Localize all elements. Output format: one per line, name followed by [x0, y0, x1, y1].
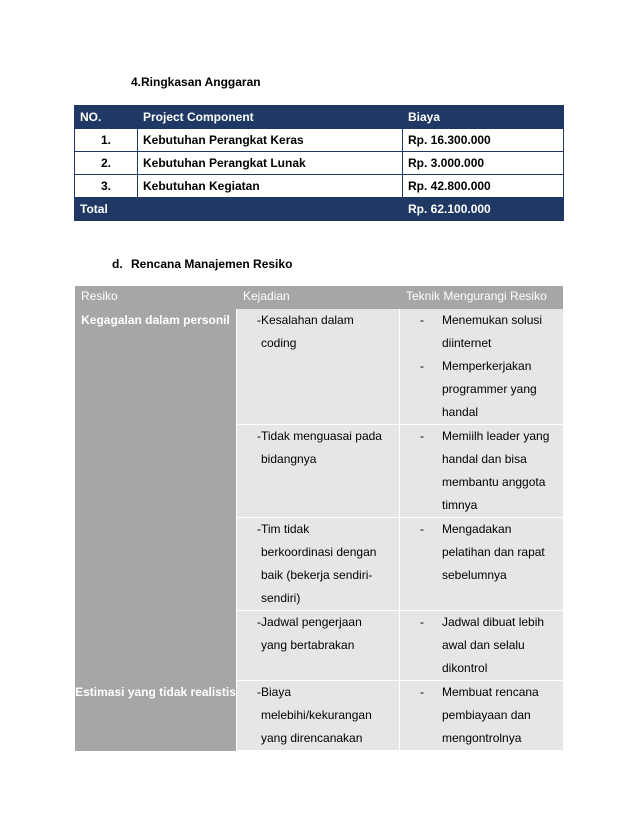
dash-marker: -	[257, 313, 261, 327]
table-row	[75, 152, 564, 175]
mitigation-cell	[400, 425, 563, 517]
risk-row	[237, 425, 563, 518]
risk-table	[75, 286, 563, 751]
row-no: 2.	[75, 152, 138, 175]
mitigation-line: membantu anggota	[442, 475, 546, 489]
mitigation-item	[420, 681, 559, 750]
row-component: Kebutuhan Kegiatan	[138, 175, 403, 198]
budget-table	[74, 105, 564, 221]
total-row	[75, 198, 564, 221]
risk-body	[75, 309, 563, 751]
mitigation-line: mengontrolnya	[442, 731, 522, 745]
event-line: yang direncanakan	[261, 731, 363, 745]
risk-name: Estimasi yang tidak realistis	[75, 681, 237, 751]
total-label: Total	[75, 198, 403, 221]
risk-row	[237, 518, 563, 611]
mitigation-item	[420, 425, 559, 517]
event-cell	[237, 681, 400, 750]
mitigation-line: awal dan selalu	[442, 638, 525, 652]
table-row	[75, 129, 564, 152]
row-cost: Rp. 42.800.000	[403, 175, 564, 198]
mitigation-line: handal	[442, 405, 479, 419]
dash-marker: -	[257, 522, 261, 536]
event-line: baik (bekerja sendiri-	[261, 568, 373, 582]
row-cost: Rp. 3.000.000	[403, 152, 564, 175]
mitigation-line: sebelumnya	[442, 568, 507, 582]
dash-marker: -	[420, 615, 424, 629]
event-line: melebihi/kekurangan	[261, 708, 372, 722]
mitigation-cell	[400, 681, 563, 750]
budget-header-row	[75, 106, 564, 129]
mitigation-line: Memperkerjakan	[442, 359, 532, 373]
risk-heading	[112, 257, 292, 271]
row-no: 3.	[75, 175, 138, 198]
row-component: Kebutuhan Perangkat Keras	[138, 129, 403, 152]
mitigation-item	[420, 518, 559, 587]
event-line: berkoordinasi dengan	[261, 545, 377, 559]
total-value: Rp. 62.100.000	[403, 198, 564, 221]
mitigation-cell	[400, 309, 563, 424]
event-line: Jadwal pengerjaan	[261, 615, 362, 629]
mitigation-line: Memiilh leader yang	[442, 429, 550, 443]
event-cell	[237, 518, 400, 610]
dash-marker: -	[257, 429, 261, 443]
risk-row	[237, 681, 563, 751]
mitigation-line: dikontrol	[442, 661, 488, 675]
dash-marker: -	[420, 522, 424, 536]
dash-marker: -	[257, 615, 261, 629]
event-line: Biaya	[261, 685, 292, 699]
header-risk: Resiko	[81, 289, 118, 303]
dash-marker: -	[420, 313, 424, 327]
row-cost: Rp. 16.300.000	[403, 129, 564, 152]
event-line: Tim tidak	[261, 522, 310, 536]
mitigation-cell	[400, 518, 563, 610]
risk-row	[237, 309, 563, 425]
mitigation-line: pembiayaan dan	[442, 708, 531, 722]
header-event: Kejadian	[243, 289, 290, 303]
dash-marker: -	[257, 685, 261, 699]
mitigation-cell	[400, 611, 563, 680]
risk-row	[237, 611, 563, 681]
mitigation-line: Menemukan solusi	[442, 313, 543, 327]
mitigation-line: handal dan bisa	[442, 452, 527, 466]
risk-heading-text: Rencana Manajemen Resiko	[131, 257, 293, 271]
mitigation-line: programmer yang	[442, 382, 537, 396]
table-row	[75, 175, 564, 198]
row-no: 1.	[75, 129, 138, 152]
dash-marker: -	[420, 359, 424, 373]
risk-rows	[237, 681, 563, 751]
mitigation-line: timnya	[442, 498, 478, 512]
mitigation-item	[420, 309, 559, 355]
risk-block	[75, 681, 563, 751]
event-line: Tidak menguasai pada	[261, 429, 382, 443]
mitigation-line: diinternet	[442, 336, 492, 350]
header-component: Project Component	[138, 106, 403, 129]
event-cell	[237, 611, 400, 680]
event-line: bidangnya	[261, 452, 317, 466]
mitigation-item	[420, 611, 559, 680]
event-cell	[237, 309, 400, 424]
mitigation-line: Jadwal dibuat lebih	[442, 615, 545, 629]
mitigation-line: pelatihan dan rapat	[442, 545, 545, 559]
risk-rows	[237, 309, 563, 681]
event-line: sendiri)	[261, 591, 301, 605]
risk-header-row	[75, 286, 563, 309]
dash-marker: -	[420, 685, 424, 699]
event-line: yang bertabrakan	[261, 638, 355, 652]
header-no: NO.	[75, 106, 138, 129]
header-cost: Biaya	[403, 106, 564, 129]
row-component: Kebutuhan Perangkat Lunak	[138, 152, 403, 175]
event-cell	[237, 425, 400, 517]
budget-heading: 4.Ringkasan Anggaran	[131, 75, 261, 89]
risk-block	[75, 309, 563, 681]
mitigation-line: Mengadakan	[442, 522, 512, 536]
risk-heading-marker: d.	[112, 257, 123, 271]
mitigation-item	[420, 355, 559, 424]
event-line: Kesalahan dalam	[261, 313, 354, 327]
mitigation-line: Membuat rencana	[442, 685, 539, 699]
event-line: coding	[261, 336, 297, 350]
dash-marker: -	[420, 429, 424, 443]
risk-name: Kegagalan dalam personil	[75, 309, 237, 681]
header-mitigation: Teknik Mengurangi Resiko	[406, 289, 547, 303]
